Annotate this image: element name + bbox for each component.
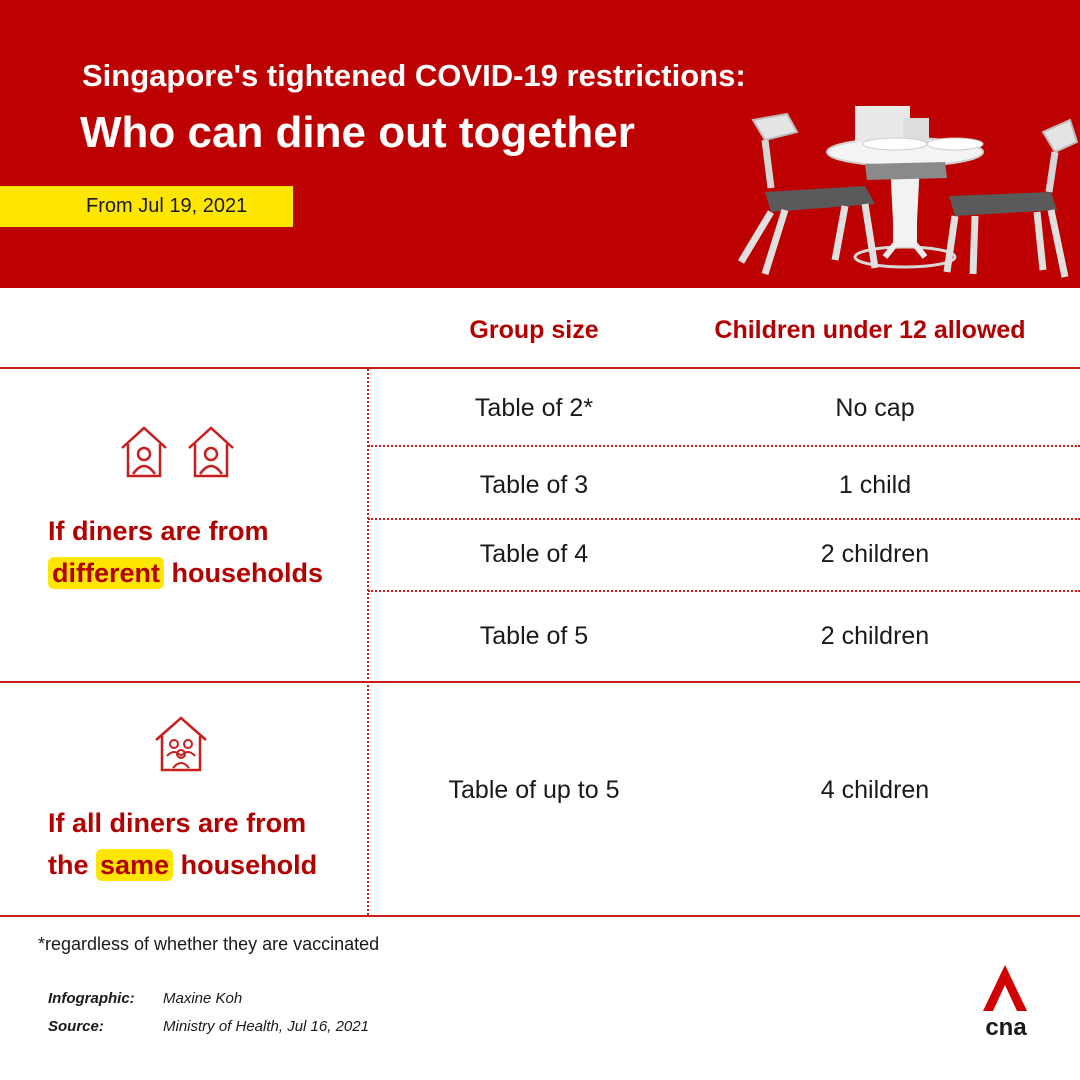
- credit-label-source: Source:: [48, 1018, 104, 1035]
- row-divider: [368, 590, 1080, 592]
- logo-wordmark: cna: [985, 1014, 1027, 1037]
- children-cell: 1 child: [838, 471, 912, 499]
- group-label-line: [48, 844, 317, 886]
- household-icon: [185, 424, 237, 480]
- table-bottom-divider: [0, 915, 1080, 917]
- highlight-different: different: [48, 557, 164, 589]
- group-label-prefix: the: [48, 850, 97, 880]
- credit-value-source: Ministry of Health, Jul 16, 2021: [163, 1018, 369, 1035]
- row-divider: [368, 445, 1080, 447]
- header-divider: [0, 367, 1080, 369]
- group-size-cell: Table of 3: [479, 471, 589, 499]
- group-divider: [0, 681, 1080, 683]
- household-icon: [118, 424, 170, 480]
- highlight-same: same: [96, 849, 173, 881]
- row-divider: [368, 518, 1080, 520]
- children-cell: 2 children: [820, 540, 930, 568]
- group-label-line: If diners are from: [48, 516, 269, 546]
- footnote: *regardless of whether they are vaccinated: [38, 934, 380, 954]
- dining-table-illustration: [725, 92, 1080, 288]
- column-header-group-size: Group size: [469, 316, 599, 344]
- children-cell: No cap: [835, 394, 915, 422]
- column-header-children: Children under 12 allowed: [714, 316, 1026, 344]
- date-badge-text: From Jul 19, 2021: [86, 195, 248, 217]
- credit-label-infographic: Infographic:: [48, 990, 135, 1007]
- group-label-different-households: [48, 510, 323, 594]
- children-cell: 2 children: [820, 622, 930, 650]
- group-size-cell: Table of up to 5: [448, 776, 620, 804]
- group-size-cell: Table of 2*: [474, 394, 594, 422]
- cna-logo: [975, 965, 1037, 1037]
- group-label-suffix: household: [173, 850, 318, 880]
- group-size-cell: Table of 5: [479, 622, 589, 650]
- group-label-suffix: households: [164, 558, 324, 588]
- page-title: Who can dine out together: [80, 108, 635, 157]
- children-cell: 4 children: [820, 776, 930, 804]
- group-label-line: [48, 552, 323, 594]
- group-label-line: If all diners are from: [48, 808, 307, 838]
- credit-value-infographic: Maxine Koh: [163, 990, 243, 1007]
- group-label-same-household: [48, 802, 317, 886]
- header-banner: [0, 0, 1080, 288]
- group-size-cell: Table of 4: [479, 540, 589, 568]
- household-family-icon: [152, 714, 210, 774]
- pre-title: Singapore's tightened COVID-19 restrictions:: [82, 58, 746, 93]
